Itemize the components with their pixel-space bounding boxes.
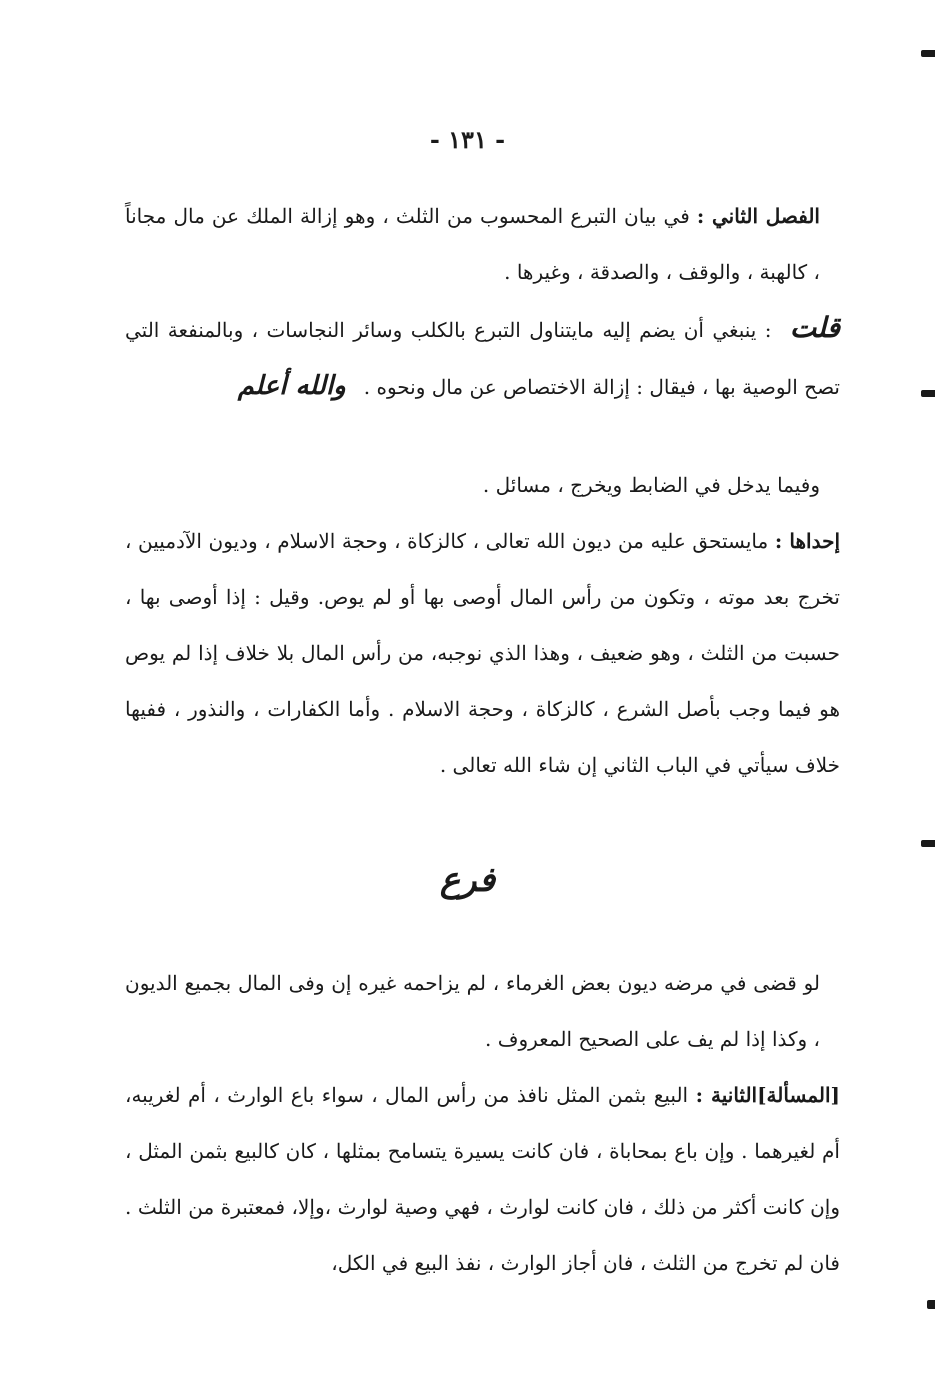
note-paragraph xyxy=(125,300,840,415)
second-issue-text: البيع بثمن المثل نافذ من رأس المال ، سواء باع الوارث ، أم لغريبه، أم لغيرهما . وإن باع بمحاباة ، فان كانت يسيرة يتسامح بمثلها ، كان كالبيع بثمن المثل ، وإن كانت أكثر من ذلك ، فان كانت لوارث ، فهي وصية لوارث ،وإلا، فمعتبرة من الثلث . فان لم تخرج من الثلث ، فان أجاز الوارث ، نفذ البيع في الكل، xyxy=(125,1083,840,1275)
closing-phrase: والله أعلم xyxy=(237,371,346,401)
note-text: : ينبغي أن يضم إليه مايتناول التبرع بالكلب وسائر النجاسات ، وبالمنفعة التي تصح الوصية بها ، فيقال : إزالة الاختصاص عن مال ونحوه . xyxy=(125,318,840,399)
chapter-title: الفصل الثاني : xyxy=(696,204,820,228)
chapter-text: في بيان التبرع المحسوب من الثلث ، وهو إزالة الملك عن مال مجاناً ، كالهبة ، والوقف ، والصدقة ، وغيرها . xyxy=(125,204,820,284)
second-issue-label: [المسألة]الثانية : xyxy=(695,1083,840,1107)
edge-mark-upper xyxy=(921,390,935,397)
chapter-paragraph xyxy=(125,188,840,300)
issues-section xyxy=(125,457,840,793)
edge-mark-top xyxy=(921,50,935,57)
branch-text: لو قضى في مرضه ديون بعض الغرماء ، لم يزاحمه غيره إن وفى المال بجميع الديون ، وكذا إذا لم يف على الصحيح المعروف . xyxy=(125,971,820,1051)
first-issue-label: إحداها : xyxy=(774,529,841,553)
issues-intro: وفيما يدخل في الضابط ويخرج ، مسائل . xyxy=(482,473,820,497)
page-number: - ١٣١ - xyxy=(429,125,506,154)
note-label: قلت xyxy=(789,311,840,344)
branch-heading: فرع xyxy=(439,860,496,900)
branch-section xyxy=(125,955,840,1291)
edge-mark-middle xyxy=(921,840,935,847)
edge-mark-bottom xyxy=(927,1300,935,1309)
first-issue-text: مايستحق عليه من ديون الله تعالى ، كالزكاة ، وحجة الاسلام ، وديون الآدميين ، تخرج بعد موته ، وتكون من رأس المال أوصى بها أو لم يوص. وقيل : إذا أوصى بها ، حسبت من الثلث ، وهو ضعيف ، وهذا الذي نوجبه، من رأس المال بلا خلاف إذا لم يوص هو فيما وجب بأصل الشرع ، كالزكاة ، وحجة الاسلام . وأما الكفارات ، والنذور ، ففيها خلاف سيأتي في الباب الثاني إن شاء الله تعالى . xyxy=(125,529,840,777)
